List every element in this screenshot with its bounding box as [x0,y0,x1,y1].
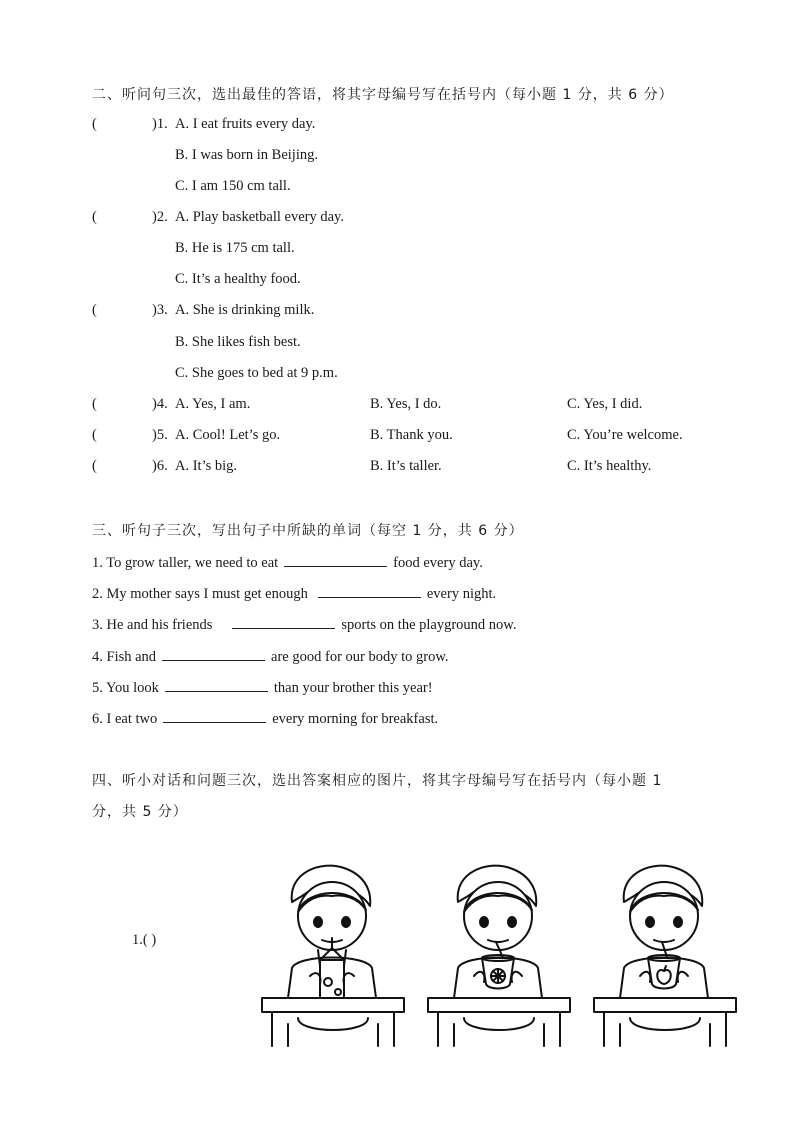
option-b: B. She likes fish best. [175,334,301,350]
section-4-title-line1: 四、听小对话和问题三次，选出答案相应的图片，将其字母编号写在括号内（每小题 1 [92,773,663,789]
fill-sentence-4 [92,646,449,666]
option-a: A. Cool! Let’s go. [175,427,281,443]
option-c: C. You’re welcome. [567,427,683,443]
sentence-end: than your brother this year! [273,680,433,696]
option-b: B. I was born in Beijing. [175,147,318,163]
sentence-start: 6. I eat two [92,711,158,727]
sentence-start: 5. You look [92,680,159,696]
picture-question-1[interactable]: 1.( ) [132,932,157,948]
boy-drinking-apple-juice-picture[interactable] [590,858,740,1048]
sentence-end: every morning for breakfast. [272,711,439,727]
answer-paren[interactable]: ( [92,209,97,225]
fill-sentence-5 [92,677,433,697]
option-c: C. Yes, I did. [567,396,643,412]
section-3-title: 三、听句子三次，写出句子中所缺的单词（每空 1 分，共 6 分） [92,523,524,539]
option-c: C. She goes to bed at 9 p.m. [175,365,338,381]
question-number: )2. [152,209,168,225]
sentence-start: 2. My mother says I must get enough [92,586,308,602]
sentence-end: are good for our body to grow. [271,649,449,665]
answer-paren[interactable]: ( [92,396,97,412]
question-number: )4. [152,396,168,412]
option-b: B. It’s taller. [370,458,442,474]
option-a: A. She is drinking milk. [175,302,315,318]
answer-blank[interactable] [163,708,266,723]
answer-blank[interactable] [232,614,335,629]
option-b: B. Yes, I do. [370,396,442,412]
answer-blank[interactable] [284,552,387,567]
fill-sentence-1 [92,552,483,572]
sentence-start: 3. He and his friends [92,617,213,633]
section-4-title-line2: 分，共 5 分） [92,804,188,820]
answer-blank[interactable] [318,583,421,598]
option-c: C. I am 150 cm tall. [175,178,291,194]
answer-paren[interactable]: ( [92,116,97,132]
option-c: C. It’s a healthy food. [175,271,301,287]
sentence-start: 1. To grow taller, we need to eat [92,555,279,571]
answer-blank[interactable] [165,677,268,692]
option-a: A. Play basketball every day. [175,209,344,225]
option-c: C. It’s healthy. [567,458,652,474]
option-b: B. Thank you. [370,427,453,443]
question-number: )3. [152,302,168,318]
fill-sentence-2 [92,583,496,603]
boy-drinking-orange-juice-picture[interactable] [424,858,574,1048]
question-number: )5. [152,427,168,443]
option-a: A. Yes, I am. [175,396,251,412]
fill-sentence-6 [92,708,438,728]
option-a: A. I eat fruits every day. [175,116,316,132]
option-b: B. He is 175 cm tall. [175,240,295,256]
answer-paren[interactable]: ( [92,427,97,443]
fill-sentence-3 [92,614,516,634]
option-a: A. It’s big. [175,458,238,474]
question-number: )1. [152,116,168,132]
answer-paren[interactable]: ( [92,302,97,318]
section-2-title: 二、听问句三次，选出最佳的答语，将其字母编号写在括号内（每小题 1 分，共 6 分） [92,87,674,103]
sentence-end: every night. [426,586,497,602]
sentence-start: 4. Fish and [92,649,157,665]
sentence-end: sports on the playground now. [341,617,517,633]
answer-blank[interactable] [162,646,265,661]
boy-drinking-milk-picture[interactable] [258,858,408,1048]
question-number: )6. [152,458,168,474]
sentence-end: food every day. [393,555,483,571]
answer-paren[interactable]: ( [92,458,97,474]
